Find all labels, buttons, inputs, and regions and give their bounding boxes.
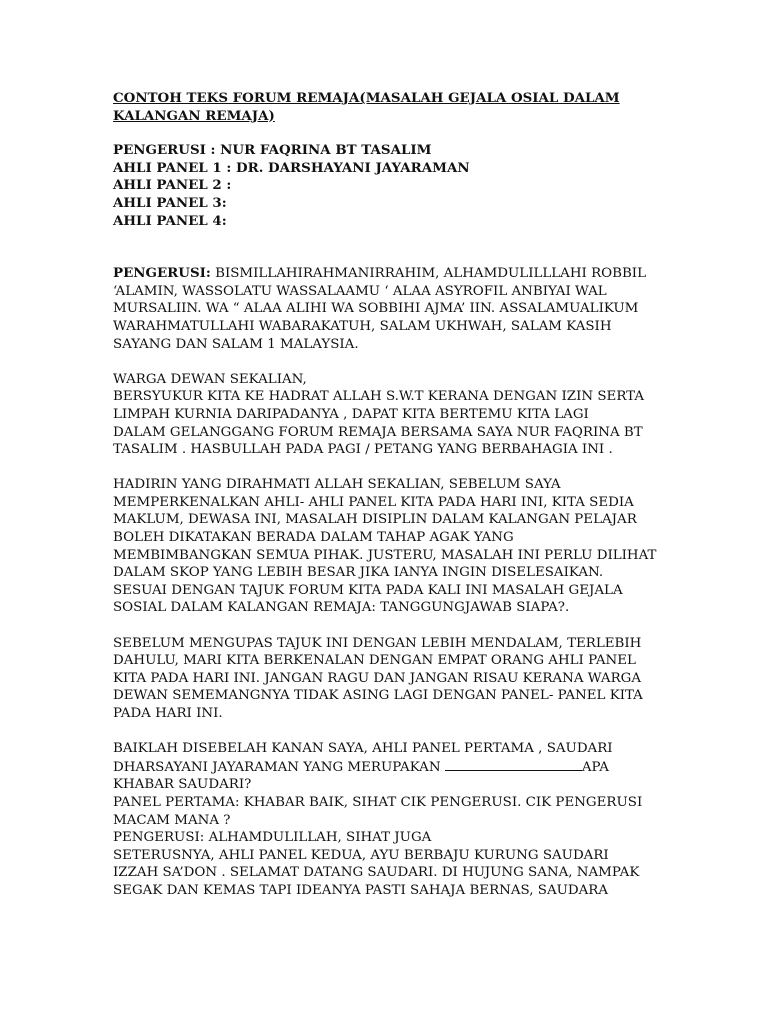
document-title [113,90,658,125]
paragraph-line: LIMPAH KURNIA DARIPADANYA , DAPAT KITA BERTEMU KITA LAGI [113,406,589,422]
paragraph-line: DALAM GELANGGANG FORUM REMAJA BERSAMA SAYA NUR FAQRINA BT [113,424,643,440]
paragraph-line: PADA HARI INI. [113,706,223,721]
paragraph-line: SEBELUM MENGUPAS TAJUK INI DENGAN LEBIH MENDALAM, TERLEBIH [113,635,642,651]
paragraph-line: DEWAN SEMEMANGNYA TIDAK ASING LAGI DENGAN PANEL- PANEL KITA [113,688,643,704]
speaker-label: PENGERUSI: [113,265,211,282]
panel-member-2: AHLI PANEL 2 : [113,177,232,194]
panel-chairperson: PENGERUSI : NUR FAQRINA BT TASALIM [113,142,432,159]
fill-in-blank [445,758,582,771]
paragraph-line: WARAHMATULLAHI WABARAKATUH, SALAM UKHWAH, SALAM KASIH [113,318,612,334]
paragraph-line: SETERUSNYA, AHLI PANEL KEDUA, AYU BERBAJU KURUNG SAUDARI [113,847,609,863]
paragraph-line: PANEL PERTAMA: KHABAR BAIK, SIHAT CIK PENGERUSI. CIK PENGERUSI [113,794,643,810]
paragraph-line: BOLEH DIKATAKAN BERADA DALAM TAHAP AGAK YANG [113,530,514,546]
paragraph-line: TASALIM . HASBULLAH PADA PAGI / PETANG YANG BERBAHAGIA INI . [113,442,613,458]
paragraph-line: PENGERUSI: ALHAMDULILLAH, SIHAT JUGA [113,830,432,846]
paragraph-line: BERSYUKUR KITA KE HADRAT ALLAH S.W.T KERANA DENGAN IZIN SERTA [113,389,645,405]
opening-paragraph [113,265,658,353]
paragraph-line: MEMPERKENALKAN AHLI- AHLI PANEL KITA PADA HARI INI, KITA SEDIA [113,494,634,510]
paragraph-line: MAKLUM, DEWASA INI, MASALAH DISIPLIN DALAM KALANGAN PELAJAR [113,512,637,528]
paragraph-line: HADIRIN YANG DIRAHMATI ALLAH SEKALIAN, SEBELUM SAYA [113,477,561,493]
paragraph-line: WARGA DEWAN SEKALIAN, [113,371,307,387]
document-body [113,90,658,900]
paragraph-line: IZZAH SA’DON . SELAMAT DATANG SAUDARI. DI HUJUNG SANA, NAMPAK [113,865,640,881]
greeting-paragraph [113,371,658,459]
paragraph-line: KHABAR SAUDARI? [113,777,252,793]
panel-list [113,142,658,230]
panel-member-4: AHLI PANEL 4: [113,212,227,229]
paragraph-line: SOSIAL DALAM KALANGAN REMAJA: TANGGUNGJAWAB SIAPA?. [113,600,570,616]
opening-line-1 [113,265,658,283]
paragraph-line: MURSALIIN. WA “ ALAA ALIHI WA SOBBIHI AJMA’ IIN. ASSALAMUALIKUM [113,301,639,317]
paragraph-line: SESUAI DENGAN TAJUK FORUM KITA PADA KALI INI MASALAH GEJALA [113,582,623,598]
paragraph-line: MEMBIMBANGKAN SEMUA PIHAK. JUSTERU, MASALAH INI PERLU DILIHAT [113,547,657,563]
paragraph-line: ‘ALAMIN, WASSOLATU WASSALAAMU ‘ ALAA ASYROFIL ANBIYAI WAL [113,283,607,299]
topic-paragraph [113,635,658,723]
blank-lead-text: DHARSAYANI JAYARAMAN YANG MERUPAKAN [113,759,445,775]
panel-member-1: AHLI PANEL 1 : DR. DARSHAYANI JAYARAMAN [113,159,470,176]
paragraph-line: DAHULU, MARI KITA BERKENALAN DENGAN EMPAT ORANG AHLI PANEL [113,653,636,669]
paragraph-line-with-blank [113,758,658,777]
paragraph-line: KITA PADA HARI INI. JANGAN RAGU DAN JANGAN RISAU KERANA WARGA [113,670,642,686]
paragraph-line: DALAM SKOP YANG LEBIH BESAR JIKA IANYA INGIN DISELESAIKAN. [113,565,604,581]
panel-member-3: AHLI PANEL 3: [113,194,227,211]
blank-trail-text: APA [581,759,609,775]
intro-paragraph [113,476,658,617]
paragraph-line: MACAM MANA ? [113,812,231,828]
opening-text: BISMILLAHIRAHMANIRRAHIM, ALHAMDULILLLAHI ROBBIL [210,266,646,282]
introduction-dialogue [113,740,658,899]
title-line-1: CONTOH TEKS FORUM REMAJA(MASALAH GEJALA OSIAL DALAM [113,90,620,106]
title-line-2: KALANGAN REMAJA) [113,107,275,124]
paragraph-line: BAIKLAH DISEBELAH KANAN SAYA, AHLI PANEL PERTAMA , SAUDARI [113,741,613,757]
paragraph-line: SEGAK DAN KEMAS TAPI IDEANYA PASTI SAHAJA BERNAS, SAUDARA [113,882,609,898]
paragraph-line: SAYANG DAN SALAM 1 MALAYSIA. [113,336,359,352]
